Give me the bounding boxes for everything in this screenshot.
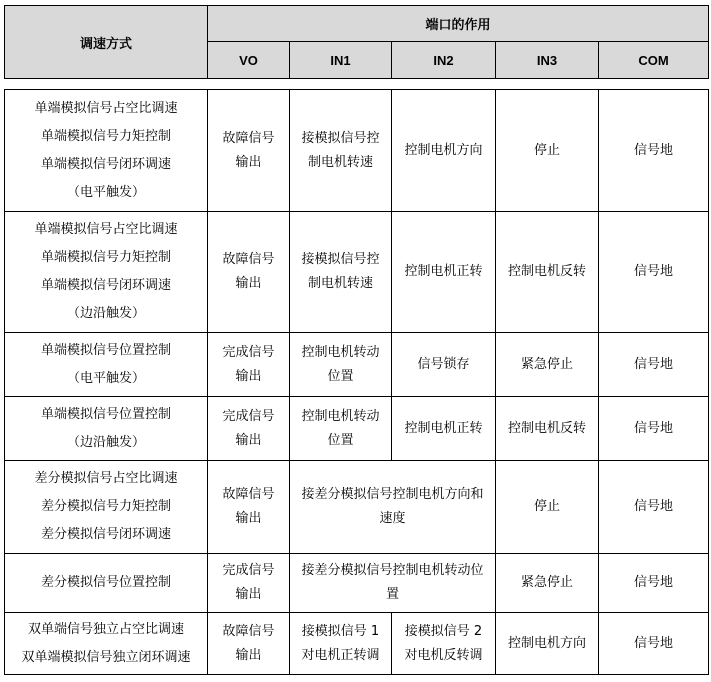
in2-cell: 接模拟信号 2 对电机反转调 [392,613,496,675]
mode-line: 单端模拟信号力矩控制 [40,250,171,265]
com-cell: 信号地 [599,90,709,212]
table-row [5,461,709,554]
in2-cell: 信号锁存 [392,333,496,397]
mode-line: 差分模拟信号占空比调速 [34,471,178,486]
vo-cell: 故障信号 输出 [208,90,290,212]
com-cell: 信号地 [599,461,709,554]
table-row [5,212,709,333]
in3-cell: 紧急停止 [496,333,599,397]
column-header-in3: IN3 [496,42,599,79]
table-row [5,613,709,675]
com-cell: 信号地 [599,212,709,333]
in3-cell: 紧急停止 [496,554,599,613]
vo-cell: 完成信号 输出 [208,554,290,613]
in1-in2-merged-cell: 接差分模拟信号控制电机转动位 置 [290,554,496,613]
in3-cell: 控制电机方向 [496,613,599,675]
in1-cell: 接模拟信号控 制电机转速 [290,90,392,212]
in1-cell: 控制电机转动 位置 [290,333,392,397]
com-cell: 信号地 [599,554,709,613]
com-cell: 信号地 [599,333,709,397]
com-cell: 信号地 [599,613,709,675]
mode-line: 差分模拟信号闭环调速 [40,527,171,542]
column-header-in2: IN2 [392,42,496,79]
mode-cell [5,333,208,397]
column-header-vo: VO [208,42,290,79]
vo-cell: 完成信号 输出 [208,397,290,461]
mode-line: 单端模拟信号占空比调速 [34,100,178,116]
table-row [5,397,709,461]
table-header [4,5,709,79]
in2-cell: 控制电机方向 [392,90,496,212]
mode-line: 双单端模拟信号独立闭环调速 [21,649,191,665]
in3-cell: 控制电机反转 [496,212,599,333]
mode-cell [5,554,208,613]
mode-line: 单端模拟信号力矩控制 [40,128,171,144]
vo-cell: 故障信号 输出 [208,212,290,333]
vo-cell: 故障信号 输出 [208,461,290,554]
in2-cell: 控制电机正转 [392,397,496,461]
in3-cell: 停止 [496,90,599,212]
column-header-in1: IN1 [290,42,392,79]
mode-line: （边沿触发） [66,434,145,450]
table-row [5,333,709,397]
in1-cell: 接模拟信号 1 对电机正转调 [290,613,392,675]
mode-line: 单端模拟信号位置控制 [40,342,171,358]
table-row [5,90,709,212]
mode-cell [5,90,208,212]
in1-cell: 控制电机转动 位置 [290,397,392,461]
mode-column-header: 调速方式 [5,6,208,79]
mode-line: 差分模拟信号位置控制 [40,575,171,590]
vo-cell: 完成信号 输出 [208,333,290,397]
com-cell: 信号地 [599,397,709,461]
mode-line: 单端模拟信号闭环调速 [40,278,171,293]
mode-line: 单端模拟信号闭环调速 [40,156,171,172]
mode-line: 单端模拟信号占空比调速 [34,222,178,237]
mode-cell [5,461,208,554]
mode-cell [5,613,208,675]
mode-cell [5,397,208,461]
mode-line: （电平触发） [66,370,145,386]
in2-cell: 控制电机正转 [392,212,496,333]
mode-line: （边沿触发） [66,306,145,321]
mode-cell [5,212,208,333]
port-function-header: 端口的作用 [208,6,709,42]
mode-line: 双单端信号独立占空比调速 [27,621,184,637]
mode-line: 差分模拟信号力矩控制 [40,499,171,514]
in1-cell: 接模拟信号控 制电机转速 [290,212,392,333]
in1-in2-merged-cell: 接差分模拟信号控制电机方向和 速度 [290,461,496,554]
table-row [5,554,709,613]
table-body [4,89,709,675]
mode-line: 单端模拟信号位置控制 [40,406,171,422]
in3-cell: 控制电机反转 [496,397,599,461]
vo-cell: 故障信号 输出 [208,613,290,675]
mode-line: （电平触发） [66,184,145,200]
column-header-com: COM [599,42,709,79]
in3-cell: 停止 [496,461,599,554]
